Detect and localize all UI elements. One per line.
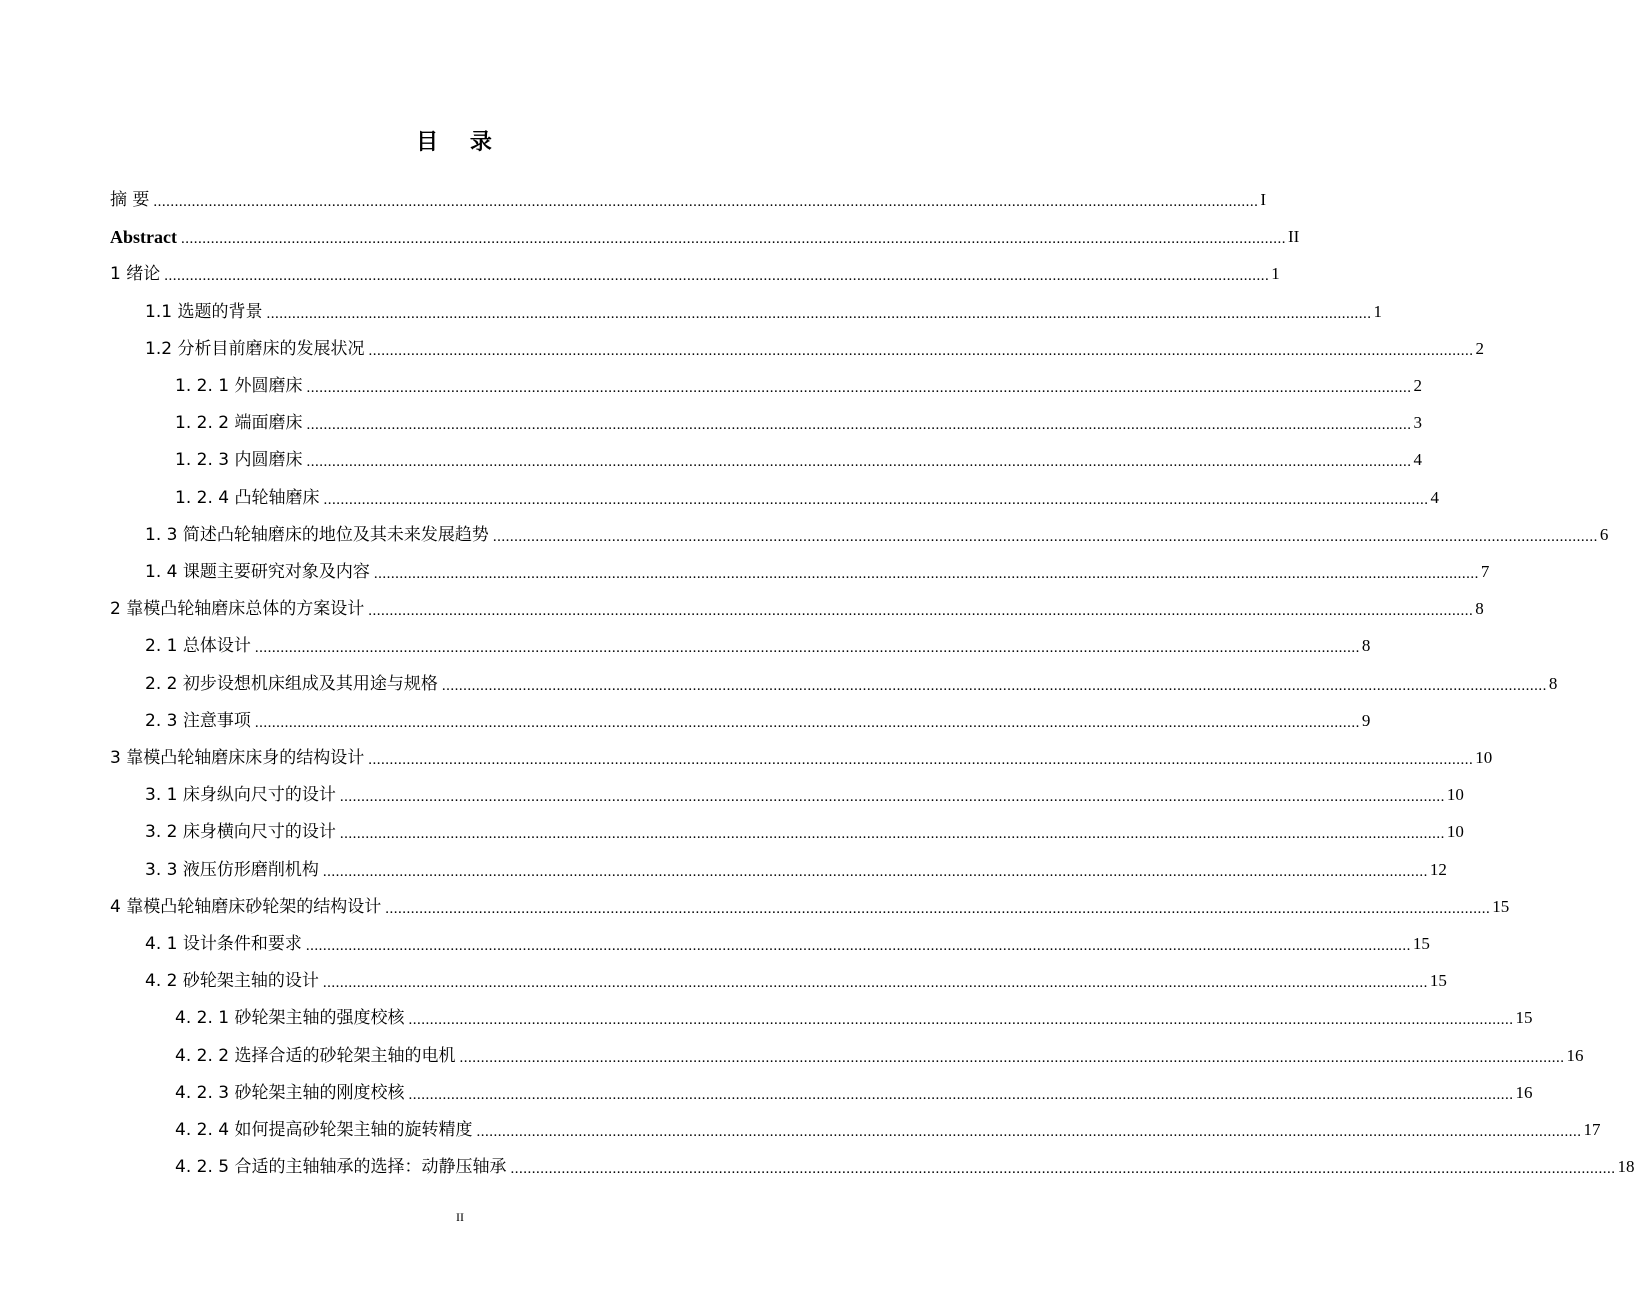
toc-entry-label: 4. 2 砂轮架主轴的设计 (145, 971, 319, 992)
toc-entry-page: 10 (1475, 748, 1493, 767)
toc-entry-label: 1.2 分析目前磨床的发展状况 (145, 338, 365, 359)
toc-entry[interactable] (0, 248, 1280, 285)
page-title: 目 录 (416, 130, 504, 155)
toc-entry-page: 2 (1413, 376, 1422, 395)
toc-entry-label: 4. 2. 5 合适的主轴轴承的选择：动静压轴承 (175, 1157, 507, 1178)
toc-leader-dots: .................................................................................................................................................................................................................................................................... (180, 231, 1286, 248)
toc-entry-page: 6 (1599, 524, 1609, 544)
toc-entry[interactable] (0, 1030, 1584, 1067)
toc-entry-page: 15 (1429, 971, 1447, 991)
toc-entry[interactable] (0, 695, 1371, 732)
toc-entry-label: 2. 2 初步设想机床组成及其用途与规格 (145, 673, 438, 694)
toc-entry-page: 15 (1515, 1008, 1533, 1028)
toc-entry-page: 15 (1492, 896, 1510, 916)
toc-entry[interactable] (0, 509, 1609, 546)
toc-entry[interactable] (0, 955, 1447, 992)
toc-entry[interactable] (0, 918, 1430, 955)
toc-entry-label: 3 靠模凸轮轴磨床床身的结构设计 (110, 748, 365, 768)
toc-entry-page: 16 (1515, 1082, 1533, 1102)
toc-entry-label: 3. 1 床身纵向尺寸的设计 (145, 785, 336, 806)
toc-entry-page: 10 (1446, 785, 1464, 805)
toc-entry-page: 7 (1480, 562, 1490, 581)
toc-entry[interactable] (0, 732, 1493, 769)
toc-entry[interactable] (0, 1067, 1533, 1104)
toc-entry[interactable] (0, 620, 1371, 657)
toc-entry-label: 4. 2. 1 砂轮架主轴的强度校核 (175, 1008, 405, 1029)
toc-leader-dots: .................................................................................................................................................................................................................................................................... (153, 194, 1259, 210)
toc-entry[interactable] (0, 360, 1422, 397)
toc-entry-label: 1. 2. 1 外圆磨床 (175, 376, 303, 396)
toc-leader-dots: .................................................................................................................................................................................................................................................................... (254, 714, 1360, 731)
toc-entry-page: 4 (1430, 487, 1439, 507)
toc-leader-dots: .................................................................................................................................................................................................................................................................... (266, 305, 1372, 322)
toc-leader-dots: .................................................................................................................................................................................................................................................................... (368, 603, 1474, 620)
toc-entry-label: 摘 要 (110, 190, 150, 210)
toc-entry-page: 2 (1475, 338, 1484, 358)
toc-entry-page: 1 (1271, 264, 1280, 284)
toc-entry[interactable] (0, 472, 1439, 509)
toc-entry[interactable] (0, 1104, 1601, 1141)
toc-leader-dots: .................................................................................................................................................................................................................................................................... (459, 1049, 1565, 1066)
toc-entry-page: I (1260, 190, 1267, 209)
toc-leader-dots: .................................................................................................................................................................................................................................................................... (322, 975, 1428, 992)
toc-leader-dots: .................................................................................................................................................................................................................................................................... (339, 826, 1445, 843)
toc-entry-page: 10 (1446, 822, 1464, 842)
toc-entry-label: 1. 3 简述凸轮轴磨床的地位及其未来发展趋势 (145, 524, 489, 545)
toc-leader-dots: .................................................................................................................................................................................................................................................................... (322, 863, 1428, 880)
toc-leader-dots: .................................................................................................................................................................................................................................................................... (408, 1012, 1514, 1029)
toc-entry[interactable] (0, 881, 1510, 918)
toc-entry[interactable] (0, 1141, 1634, 1178)
page-number: II (456, 1210, 464, 1224)
toc-entry-label: 4 靠模凸轮轴磨床砂轮架的结构设计 (110, 896, 382, 917)
toc-leader-dots: .................................................................................................................................................................................................................................................................... (164, 268, 1270, 285)
toc-entry[interactable] (0, 546, 1490, 583)
toc-entry-label: Abstract (110, 227, 177, 248)
toc-entry-page: II (1287, 227, 1300, 247)
toc-leader-dots: .................................................................................................................................................................................................................................................................... (306, 454, 1412, 471)
toc-entry[interactable] (0, 844, 1447, 881)
toc-entry-page: 4 (1413, 450, 1422, 470)
toc-entry[interactable] (0, 211, 1300, 248)
toc-entry[interactable] (0, 583, 1484, 620)
toc-entry-label: 4. 2. 4 如何提高砂轮架主轴的旋转精度 (175, 1120, 473, 1140)
toc-entry[interactable] (0, 658, 1558, 695)
toc-leader-dots: .................................................................................................................................................................................................................................................................... (385, 900, 1491, 917)
toc-entry[interactable] (0, 769, 1464, 806)
toc-entry[interactable] (0, 992, 1533, 1029)
toc-entry-page: 9 (1361, 710, 1371, 730)
toc-leader-dots: .................................................................................................................................................................................................................................................................... (254, 640, 1360, 657)
toc-entry-page: 17 (1583, 1120, 1601, 1139)
toc-entry-page: 8 (1361, 636, 1371, 656)
toc-entry-page: 1 (1373, 301, 1382, 321)
toc-entry-label: 1.1 选题的背景 (145, 301, 263, 322)
toc-leader-dots: .................................................................................................................................................................................................................................................................... (408, 1086, 1514, 1103)
toc-entry-page: 12 (1429, 859, 1447, 879)
toc-entry-label: 2 靠模凸轮轴磨床总体的方案设计 (110, 599, 365, 620)
toc-leader-dots: .................................................................................................................................................................................................................................................................... (306, 417, 1412, 434)
toc-entry[interactable] (0, 806, 1464, 843)
toc-leader-dots: .................................................................................................................................................................................................................................................................... (476, 1124, 1582, 1140)
toc-leader-dots: .................................................................................................................................................................................................................................................................... (368, 342, 1474, 359)
toc-entry-page: 15 (1412, 934, 1430, 953)
toc-entry[interactable] (0, 286, 1382, 323)
toc-entry-page: 8 (1475, 599, 1484, 619)
toc-entry-page: 8 (1548, 673, 1558, 693)
toc-entry-label: 1. 2. 2 端面磨床 (175, 413, 303, 434)
toc-entry-page: 18 (1617, 1157, 1634, 1177)
toc-entry-page: 3 (1413, 413, 1422, 433)
toc-entry-label: 3. 2 床身横向尺寸的设计 (145, 822, 336, 843)
toc-leader-dots: .................................................................................................................................................................................................................................................................... (441, 677, 1547, 694)
toc-entry-label: 2. 3 注意事项 (145, 710, 251, 731)
toc-leader-dots: .................................................................................................................................................................................................................................................................... (306, 380, 1412, 396)
toc-entry-label: 1. 4 课题主要研究对象及内容 (145, 562, 370, 582)
toc-entry[interactable] (0, 434, 1422, 471)
toc-entry-label: 1. 2. 3 内圆磨床 (175, 450, 303, 471)
toc-leader-dots: .................................................................................................................................................................................................................................................................... (305, 938, 1411, 954)
toc-leader-dots: .................................................................................................................................................................................................................................................................... (323, 491, 1429, 508)
toc-entry-label: 3. 3 液压仿形磨削机构 (145, 859, 319, 880)
toc-entry-label: 4. 2. 3 砂轮架主轴的刚度校核 (175, 1082, 405, 1103)
toc-leader-dots: .................................................................................................................................................................................................................................................................... (510, 1161, 1616, 1178)
toc-entry-label: 4. 2. 2 选择合适的砂轮架主轴的电机 (175, 1045, 456, 1066)
toc-leader-dots: .................................................................................................................................................................................................................................................................... (368, 752, 1474, 768)
toc-entry-label: 1. 2. 4 凸轮轴磨床 (175, 487, 320, 508)
toc-leader-dots: .................................................................................................................................................................................................................................................................... (492, 528, 1598, 545)
toc-entry[interactable] (0, 323, 1484, 360)
toc-entry[interactable] (0, 397, 1422, 434)
toc-entry-label: 2. 1 总体设计 (145, 636, 251, 657)
toc-entry-page: 16 (1566, 1045, 1584, 1065)
toc-entry[interactable] (0, 174, 1267, 211)
toc-entry-label: 4. 1 设计条件和要求 (145, 934, 302, 954)
toc-leader-dots: .................................................................................................................................................................................................................................................................... (339, 789, 1445, 806)
toc-entry-label: 1 绪论 (110, 264, 161, 285)
toc-leader-dots: .................................................................................................................................................................................................................................................................... (373, 566, 1479, 582)
